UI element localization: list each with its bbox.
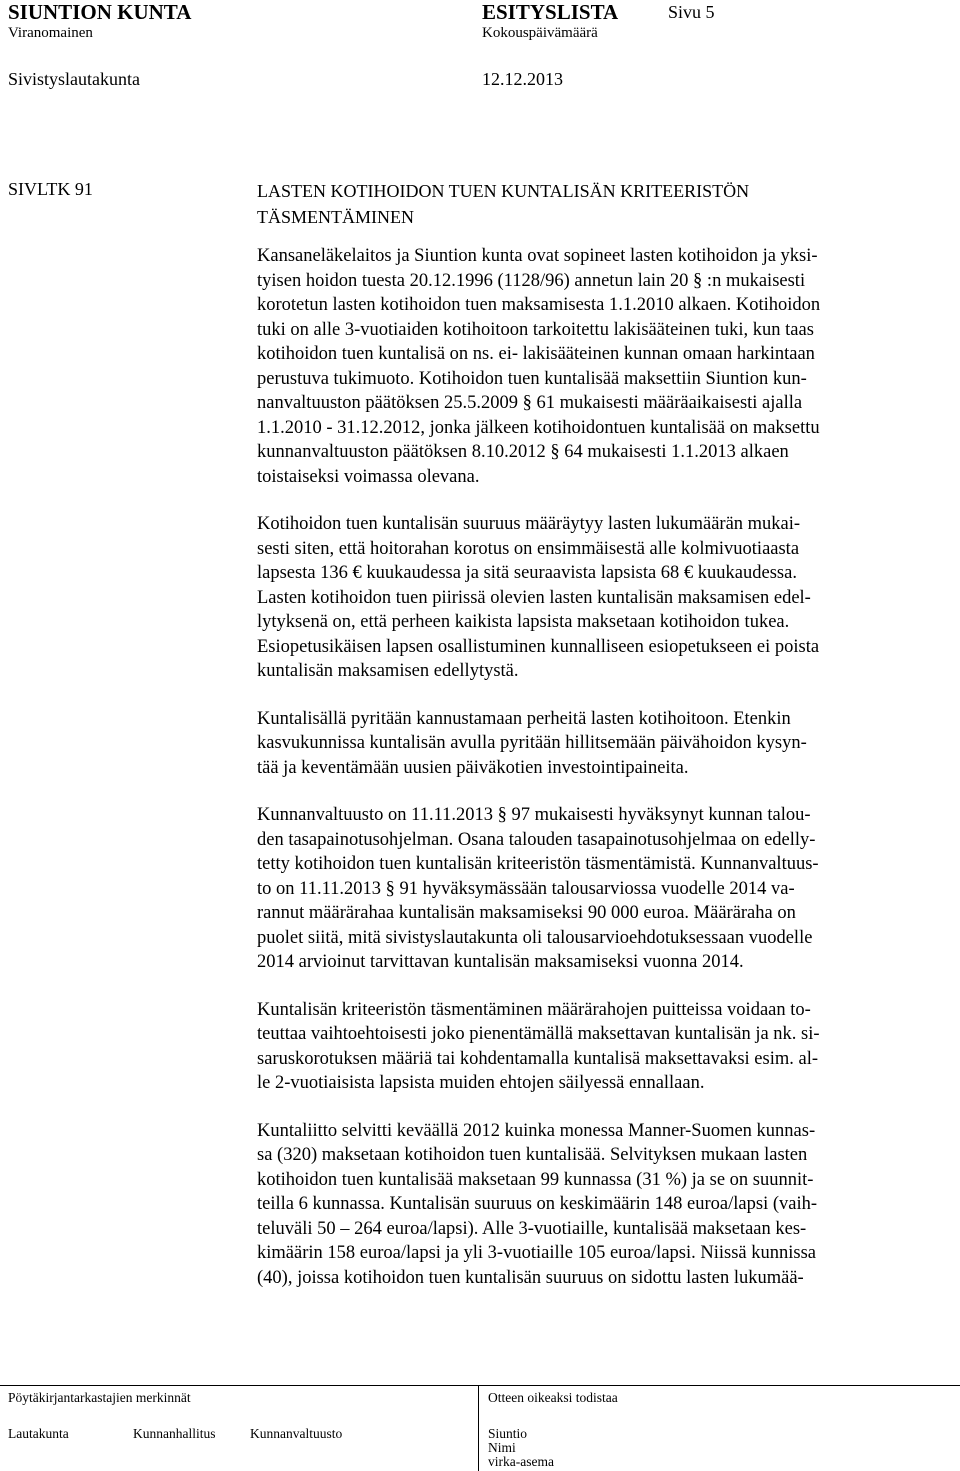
text-line: to on 11.11.2013 § 91 hyväksymässään talousarviossa vuodelle 2014 va- <box>257 878 795 899</box>
section-title-line: TÄSMENTÄMINEN <box>257 207 414 227</box>
text-line: Kotihoidon tuen kuntalisän suuruus määräytyy lasten lukumäärän mukai- <box>257 514 801 534</box>
text-line: rannut määrärahaa kuntalisän maksamiseksi 90 000 euroa. Määräraha on <box>257 903 796 923</box>
committee-name: Sivistyslautakunta <box>8 69 140 89</box>
text-line: Kuntalisän kriteeristön täsmentäminen määrärahojen puitteissa voidaan to- <box>257 999 811 1020</box>
board-label-kunnanvaltuusto: Kunnanvaltuusto <box>250 1426 343 1441</box>
text-line: saruskorotuksen määriä tai kohdentamalla kuntalisä maksettavaksi esim. al- <box>257 1048 818 1069</box>
section-code: SIVLTK 91 <box>8 179 93 199</box>
authority-label: Viranomainen <box>8 25 93 41</box>
text-line: le 2-vuotiaisista lapsista muiden ehtojen säilyessä ennallaan. <box>257 1073 705 1093</box>
certification-label: Otteen oikeaksi todistaa <box>488 1390 618 1405</box>
text-line: tuki on alle 3-vuotiaiden kotihoitoon tarkoitettu lakisääteinen tuki, kun taas <box>257 319 814 340</box>
section-title-line: LASTEN KOTIHOIDON TUEN KUNTALISÄN KRITEERISTÖN <box>257 181 750 201</box>
text-line: kotihoidon tuen kuntalisä on ns. ei- lakisääteinen kunnan omaan harkintaan <box>257 344 815 364</box>
paragraph-3 <box>257 707 947 781</box>
municipality-name: SIUNTION KUNTA <box>8 0 192 24</box>
name-label: Nimi <box>488 1440 516 1455</box>
text-line: sesti siten, että hoitorahan korotus on ensimmäisestä alle kolmivuotiaasta <box>257 538 800 559</box>
reviewer-notes-label: Pöytäkirjantarkastajien merkinnät <box>8 1390 191 1405</box>
meeting-date: 12.12.2013 <box>482 69 563 89</box>
text-line: toistaiseksi voimassa olevana. <box>257 466 480 487</box>
text-line: tyisen hoidon tuesta 20.12.1996 (1128/96) annetun lain 20 § :n mukaisesti <box>257 270 806 291</box>
text-line: kasvukunnissa kuntalisän avulla pyritään hillitsemään päivähoidon kysyn- <box>257 733 807 753</box>
text-line: teuttaa vaihtoehtoisesti joko pienentämällä maksettavan kuntalisän ja nk. si- <box>257 1024 820 1044</box>
text-line: Esiopetusikäisen lapsen osallistuminen kunnalliseen esiopetukseen ei poista <box>257 636 820 657</box>
text-line: lapsesta 136 € kuukaudessa ja sitä seuraavista lapsista 68 € kuukaudessa. <box>257 563 797 583</box>
text-line: puolet siitä, mitä sivistyslautakunta oli talousarvioehdotuksessaan vuodelle <box>257 927 813 948</box>
paragraph-2 <box>257 512 947 684</box>
text-line: korotetun lasten kotihoidon tuen maksamisesta 1.1.2010 alkaen. Kotihoidon <box>257 295 821 315</box>
text-line: teluväli 50 – 264 euroa/lapsi). Alle 3-vuotiaille, kuntalisää maksetaan kes- <box>257 1218 807 1239</box>
text-line: lytyksenä on, että perheen kaikista lapsista maksetaan kotihoidon tukea. <box>257 612 790 632</box>
text-line: sa (320) maksetaan kotihoidon tuen kuntalisää. Selvityksen mukaan lasten <box>257 1145 808 1165</box>
text-line: Kuntalisällä pyritään kannustamaan perheitä lasten kotihoitoon. Etenkin <box>257 708 791 729</box>
place-label: Siuntio <box>488 1426 528 1441</box>
text-line: Kuntaliitto selvitti keväällä 2012 kuinka monessa Manner-Suomen kunnas- <box>257 1120 816 1141</box>
board-label-kunnanhallitus: Kunnanhallitus <box>133 1426 216 1441</box>
document-type: ESITYSLISTA <box>482 0 619 24</box>
text-line: Kansaneläkelaitos ja Siuntion kunta ovat sopineet lasten kotihoidon ja yksi- <box>257 246 818 266</box>
paragraph-4 <box>257 803 947 975</box>
footer-divider <box>0 1385 960 1386</box>
text-line: nanvaltuuston päätöksen 25.5.2009 § 61 mukaisesti määräaikaisesti ajalla <box>257 393 803 413</box>
text-line: Kunnanvaltuusto on 11.11.2013 § 97 mukaisesti hyväksynyt kunnan talou- <box>257 805 811 825</box>
text-line: kotihoidon tuen kuntalisää maksetaan 99 kunnassa (31 %) ja se on suunnit- <box>257 1169 814 1190</box>
paragraph-5 <box>257 998 947 1096</box>
text-line: tää ja keventämään uusien päiväkotien investointipaineita. <box>257 757 689 778</box>
text-line: kimäärin 158 euroa/lapsi ja yli 3-vuotiaille 105 euroa/lapsi. Niissä kunnissa <box>257 1243 816 1263</box>
text-line: tetty kotihoidon tuen kuntalisän kriteeristön täsmentämistä. Kunnanvaltuus- <box>257 854 819 874</box>
text-line: den tasapainotusohjelman. Osana talouden tasapainotusohjelmaa on edelly- <box>257 829 816 850</box>
text-line: perustuva tukimuoto. Kotihoidon tuen kuntalisää maksettiin Siuntion kun- <box>257 368 807 389</box>
paragraph-6 <box>257 1119 947 1291</box>
meeting-date-label: Kokouspäivämäärä <box>482 25 598 41</box>
position-label: virka-asema <box>488 1454 554 1469</box>
paragraph-1 <box>257 244 947 489</box>
footer-vertical-divider <box>478 1386 479 1471</box>
page-number: Sivu 5 <box>668 2 715 22</box>
text-line: 1.1.2010 - 31.12.2012, jonka jälkeen kotihoidontuen kuntalisää on maksettu <box>257 417 820 438</box>
document-body <box>257 244 947 1313</box>
text-line: (40), joissa kotihoidon tuen kuntalisän suuruus on sidottu lasten lukumää- <box>257 1267 804 1288</box>
section-title <box>257 178 937 230</box>
text-line: 2014 arvioinut tarvittavan kuntalisän maksamiseksi vuonna 2014. <box>257 952 744 972</box>
text-line: kuntalisän maksamisen edellytystä. <box>257 661 519 681</box>
text-line: kunnanvaltuuston päätöksen 8.10.2012 § 64 mukaisesti 1.1.2013 alkaen <box>257 442 789 462</box>
text-line: teilla 6 kunnassa. Kuntalisän suuruus on keskimäärin 148 euroa/lapsi (vaih- <box>257 1194 818 1214</box>
text-line: Lasten kotihoidon tuen piirissä olevien lasten kuntalisän maksamisen edel- <box>257 587 811 608</box>
board-label-lautakunta: Lautakunta <box>8 1426 69 1441</box>
